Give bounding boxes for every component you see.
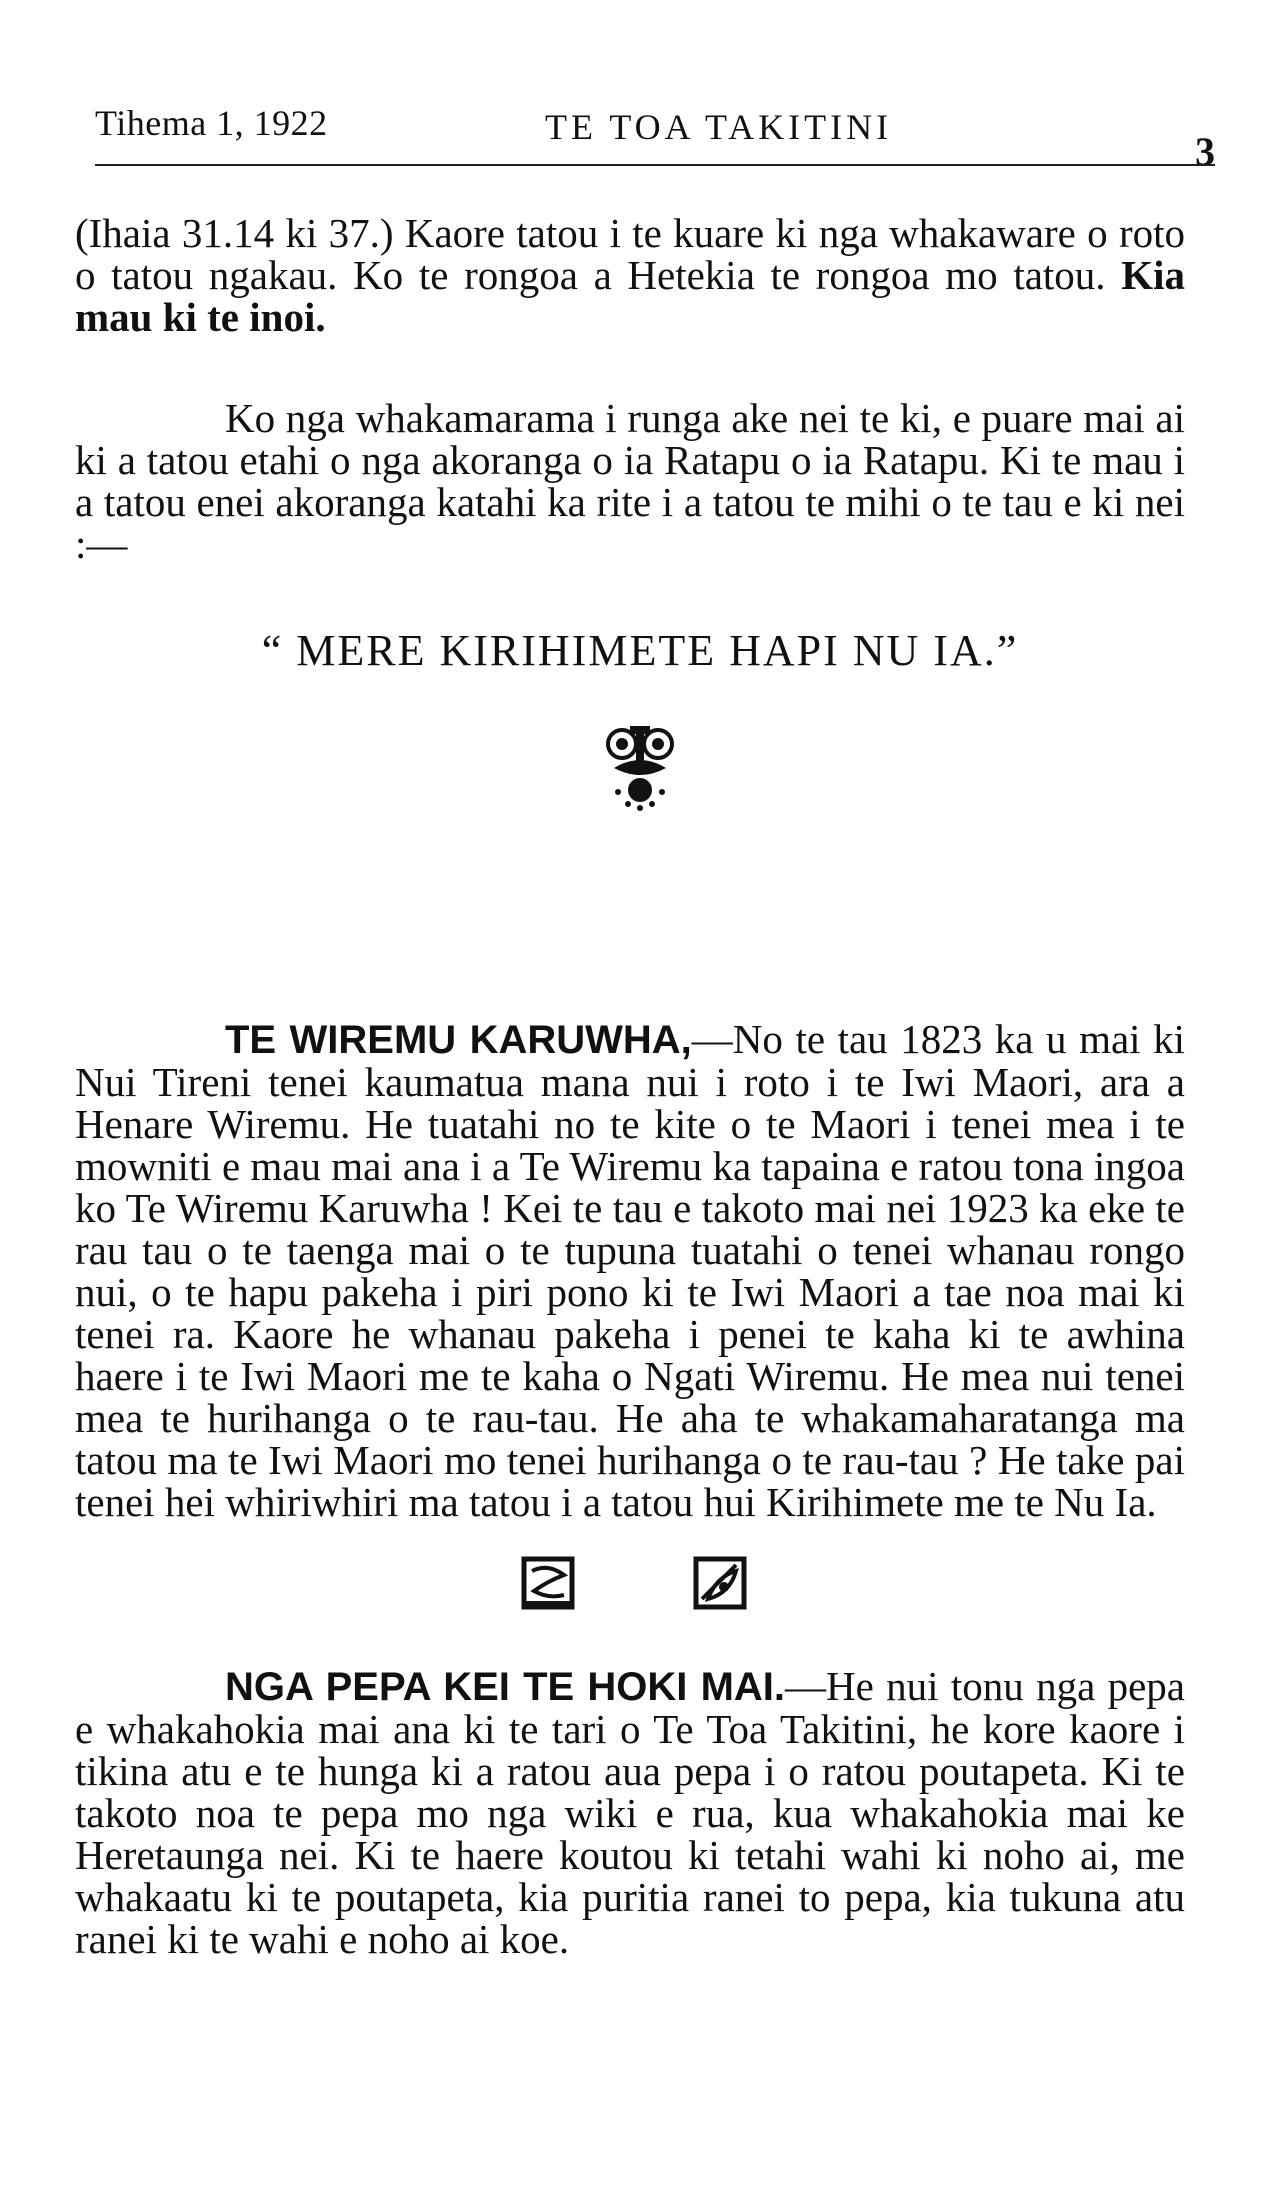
closing-exhortation: Kia mau ki te inoi. (75, 252, 1186, 340)
article-heading: NGA PEPA KEI TE HOKI MAI. (225, 1665, 786, 1709)
header-date: Tihema 1, 1922 (95, 103, 328, 143)
publication-title: TE TOA TAKITINI (545, 107, 893, 147)
square-ornament-icon (520, 1555, 576, 1611)
header-rule (95, 164, 1215, 166)
floral-ornament-icon (600, 722, 680, 812)
leaf-ornament-icon (692, 1555, 748, 1611)
scripture-paragraph (75, 212, 1185, 338)
explanation-paragraph (75, 397, 1185, 565)
paragraph-text: —No te tau 1823 ka u mai ki Nui Tireni tenei kaumatua mana nui i roto i te Iwi Maori, ara a Henare Wiremu. He tuatahi no te kite o te Maori i tenei mea i te mowniti e mau mai ana i a Te Wiremu ka tapaina e ratou tona ingoa ko Te Wiremu Karuwha ! Kei te tau e takoto mai nei 1923 ka eke te rau tau o te taenga mai o te tupuna tuatahi o tenei whanau rongo nui, o te hapu pakeha i piri pono ki te Iwi Maori a tae noa mai ki tenei ra. Kaore he whanau pakeha i penei te kaha ki te awhina haere i te Iwi Maori me te kaha o Ngati Wiremu. He mea nui tenei mea te hurihanga o te rau-tau. He aha te whakamaharatanga ma tatou ma te Iwi Maori mo tenei hurihanga o te rau-tau ? He take pai tenei hei whiriwhiri ma tatou i a tatou hui Kirihimete me te Nu Ia. (75, 1016, 1186, 1525)
article-heading: TE WIREMU KARUWHA, (225, 1018, 692, 1062)
page-header (95, 92, 1215, 172)
page-number: 3 (1195, 129, 1215, 174)
paragraph-text: Ko nga whakamarama i runga ake nei te ki, e puare mai ai ki a tatou etahi o nga akoranga o ia Ratapu o ia Ratapu. Ki te mau i a tatou enei akoranga katahi ka rite i a tatou te mihi o te tau e ki nei :— (75, 395, 1185, 567)
article-paragraph (75, 1665, 1185, 1960)
christmas-greeting: “ MERE KIRIHIMETE HAPI NU IA.” (261, 626, 1019, 675)
article-paragraph (75, 1018, 1185, 1523)
paragraph-text: —He nui tonu nga pepa e whakahokia mai ana ki te tari o Te Toa Takitini, he kore kaore i tikina atu e te hunga ki a ratou aua pepa i o ratou poutapeta. Ki te takoto noa te pepa mo nga wiki e rua, kua whakahokia mai ke Heretaunga nei. Ki te haere koutou ki tetahi wahi ki noho ai, me whakaatu ki te poutapeta, kia puritia ranei to pepa, kia tukuna atu ranei ki te wahi e noho ai koe. (75, 1663, 1185, 1962)
paragraph-text: (Ihaia 31.14 ki 37.) Kaore tatou i te kuare ki nga whakaware o roto o tatou ngakau. Ko te rongoa a Hetekia te rongoa mo tatou. (75, 210, 1185, 298)
